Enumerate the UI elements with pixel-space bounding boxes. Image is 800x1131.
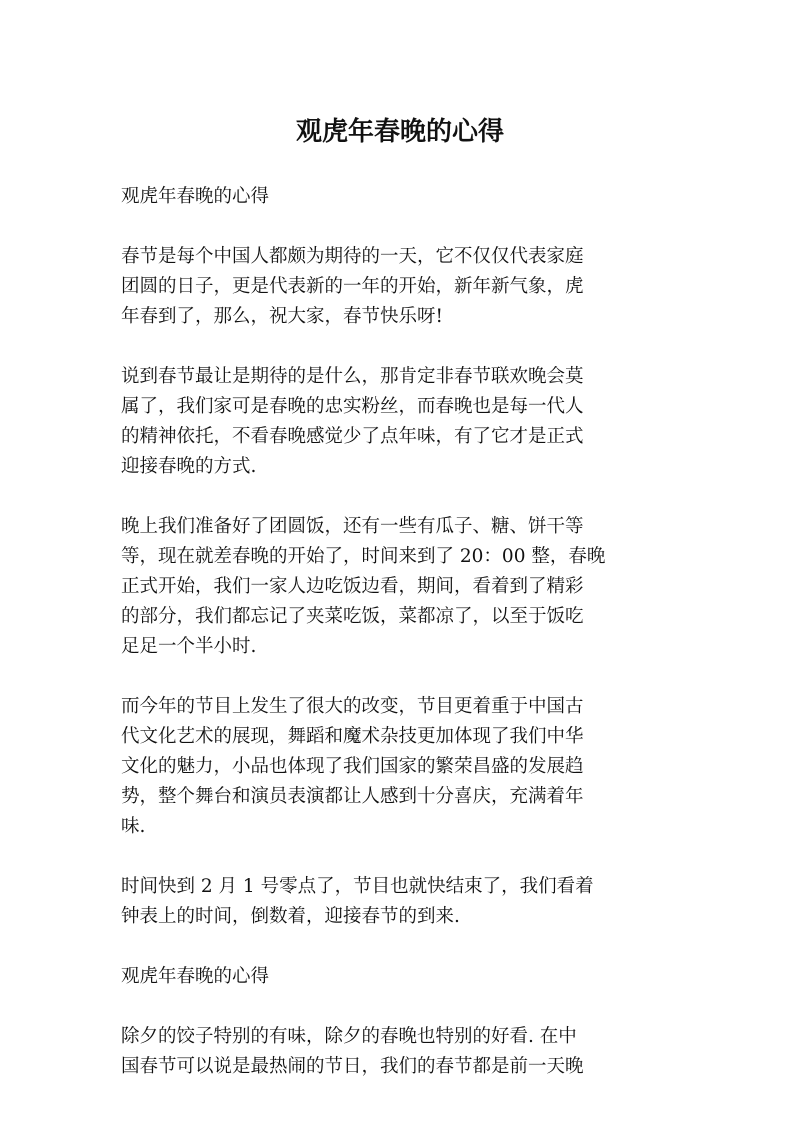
paragraph-reunion-dinner: 晚上我们准备好了团圆饭，还有一些有瓜子、糖、饼干等 等，现在就差春晚的开始了，时间来到了 20：00 整，春晚 正式开始，我们一家人边吃饭边看，期间，看着到了精彩 的部分，我们都忘记了夹菜吃饭，菜都凉了，以至于饭吃 足足一个半小时. (121, 516, 606, 657)
document-title: 观虎年春晚的心得 (295, 117, 504, 147)
paragraph-countdown: 时间快到 2 月 1 号零点了，节目也就快结束了，我们看着 钟表上的时间，倒数着，迎接春节的到来. (121, 876, 594, 927)
paragraph-heading-1: 观虎年春晚的心得 (121, 186, 270, 207)
paragraph-program-changes: 而今年的节目上发生了很大的改变，节目更着重于中国古 代文化艺术的展现，舞蹈和魔术杂技更加体现了我们中华 文化的魅力，小品也体现了我们国家的繁荣昌盛的发展趋 势，整个舞台和演员表演都让人感到十分喜庆，充满着年 味. (121, 696, 584, 837)
document-body (121, 182, 666, 1112)
paragraph-heading-2: 观虎年春晚的心得 (121, 966, 270, 987)
paragraph-gala-expectation: 说到春节最让是期待的是什么，那肯定非春节联欢晚会莫 属了，我们家可是春晚的忠实粉丝，而春晚也是每一代人 的精神依托，不看春晚感觉少了点年味，有了它才是正式 迎接春晚的方式. (121, 366, 584, 477)
paragraph-intro: 春节是每个中国人都颇为期待的一天，它不仅仅代表家庭 团圆的日子，更是代表新的一年的开始，新年新气象，虎 年春到了，那么，祝大家，春节快乐呀! (121, 246, 584, 327)
paragraph-new-year-eve: 除夕的饺子特别的有味，除夕的春晚也特别的好看. 在中 国春节可以说是最热闹的节日，我们的春节都是前一天晚 (121, 1026, 584, 1077)
